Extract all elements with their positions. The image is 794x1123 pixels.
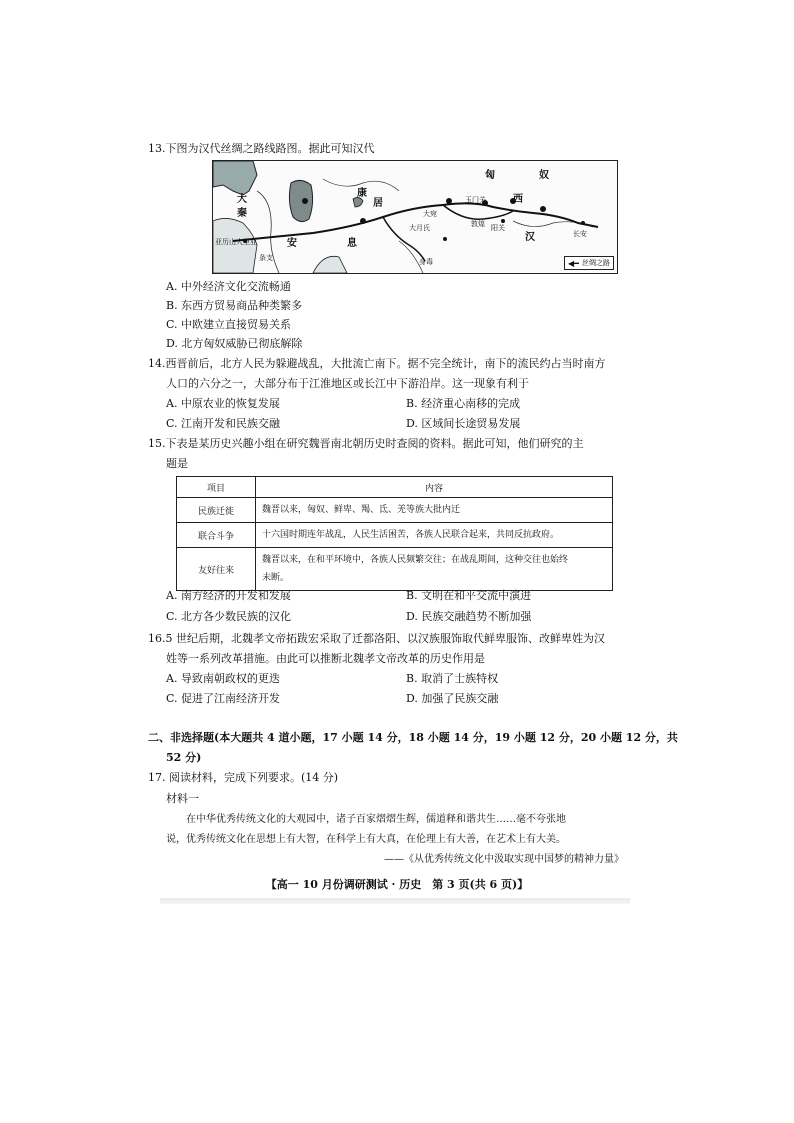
table-cell-value: 魏晋以来，匈奴、鲜卑、羯、氐、羌等族大批内迁 — [256, 498, 613, 523]
q14-option-c: C. 江南开发和民族交融 — [166, 417, 281, 430]
table-row — [177, 523, 613, 548]
q15-option-a: A. 南方经济的开发和发展 — [166, 589, 291, 602]
q15-option-c: C. 北方各少数民族的汉化 — [166, 610, 292, 623]
q14-stem-line2: 人口的六分之一，大部分布于江淮地区或长江中下游沿岸。这一现象有利于 — [166, 377, 529, 390]
map-label-shendu: 身毒 — [419, 258, 433, 266]
caspian-sea-shape — [289, 180, 312, 221]
gulf-shape — [313, 256, 347, 273]
map-label-kangju-2: 居 — [373, 198, 383, 209]
map-label-anxi-1: 安 — [287, 238, 297, 249]
map-label-xihan-1: 西 — [513, 194, 523, 205]
page-footer: 【高一 10 月份调研测试 · 历史 第 3 页(共 6 页)】 — [265, 878, 529, 891]
map-label-kangju-1: 康 — [357, 188, 367, 199]
q15-stem-line1: 15.下表是某历史兴趣小组在研究魏晋南北朝历史时查阅的资料。据此可知，他们研究的主 — [148, 437, 584, 450]
map-label-dayuezhi: 大月氏 — [409, 224, 430, 232]
q14-option-a: A. 中原农业的恢复发展 — [166, 397, 280, 410]
table-cell-key: 联合斗争 — [177, 523, 256, 548]
q15-table — [176, 476, 613, 591]
q17-source: ——《从优秀传统文化中汲取实现中国梦的精神力量》 — [384, 854, 624, 865]
map-label-alexandria: 亚历山大里亚 — [215, 238, 257, 246]
map-label-dayuan: 大宛 — [423, 210, 437, 218]
q13-option-b: B. 东西方贸易商品种类繁多 — [166, 299, 303, 312]
q16-stem-line1: 16.5 世纪后期，北魏孝文帝拓跋宏采取了迁都洛阳、以汉族服饰取代鲜卑服饰、改鲜卑姓为汉 — [148, 632, 605, 645]
q17-stem: 17. 阅读材料，完成下列要求。(14 分) — [148, 771, 339, 784]
map-label-dunhuang: 敦煌 — [471, 220, 485, 228]
map-label-daqin-2: 秦 — [237, 208, 247, 219]
table-header-content: 内容 — [256, 477, 613, 498]
table-cell-key: 友好往来 — [177, 548, 256, 591]
q17-material-title: 材料一 — [166, 792, 199, 805]
q16-option-a: A. 导致南朝政权的更迭 — [166, 672, 280, 685]
legend-arrow-icon: ◀━ — [568, 258, 579, 268]
q13-option-a: A. 中外经济文化交流畅通 — [166, 280, 291, 293]
table-header-row — [177, 477, 613, 498]
map-label-yangguan: 阳关 — [491, 224, 505, 232]
map-label-xiongnu-1: 匈 — [485, 170, 495, 181]
map-label-changan: 长安 — [573, 230, 587, 238]
map-label-yumenguan: 玉门关 — [465, 196, 486, 204]
sea-shape — [213, 161, 257, 195]
section2-heading-line1: 二、非选择题(本大题共 4 道小题，17 小题 14 分，18 小题 14 分，19 小题 12 分，20 小题 12 分，共 — [148, 731, 678, 744]
map-label-daqin-1: 大 — [237, 194, 247, 205]
map-label-xiongnu-2: 奴 — [539, 170, 549, 181]
map-label-xihan-2: 汉 — [525, 232, 535, 243]
table-cell-value — [256, 548, 613, 591]
q16-option-d: D. 加强了民族交融 — [406, 692, 499, 705]
table-cell-value-line2: 未断。 — [262, 573, 290, 583]
q14-stem-line1: 14.西晋前后，北方人民为躲避战乱，大批流亡南下。据不完全统计，南下的流民约占当时南方 — [148, 357, 606, 370]
scan-shadow — [160, 898, 630, 904]
q17-material-line1: 在中华优秀传统文化的大观园中，诸子百家熠熠生辉，儒道释和谐共生……毫不夸张地 — [186, 814, 566, 825]
q15-option-d: D. 民族交融趋势不断加强 — [406, 610, 532, 623]
silk-road-branch — [443, 205, 513, 219]
map-legend — [564, 256, 614, 270]
q15-option-b: B. 文明在和平交流中演进 — [406, 589, 532, 602]
map-graphic — [213, 161, 617, 273]
table-row — [177, 498, 613, 523]
map-label-tiaozhi: 条支 — [259, 254, 273, 262]
table-row — [177, 548, 613, 591]
table-cell-key: 民族迁徙 — [177, 498, 256, 523]
silk-road-map — [212, 160, 618, 274]
table-cell-value: 十六国时期连年战乱，人民生活困苦，各族人民联合起来，共同反抗政府。 — [256, 523, 613, 548]
q16-option-c: C. 促进了江南经济开发 — [166, 692, 281, 705]
map-label-anxi-2: 息 — [347, 238, 357, 249]
table-cell-value-line1: 魏晋以来，在和平环境中，各族人民频繁交往；在战乱期间，这种交往也始终 — [262, 555, 569, 565]
section2-heading-line2: 52 分) — [166, 751, 202, 764]
q14-option-d: D. 区域间长途贸易发展 — [406, 417, 521, 430]
q16-option-b: B. 取消了士族特权 — [406, 672, 499, 685]
legend-label: 丝绸之路 — [582, 259, 610, 267]
q14-option-b: B. 经济重心南移的完成 — [406, 397, 521, 410]
q13-stem: 13.下图为汉代丝绸之路线路图。据此可知汉代 — [148, 142, 375, 155]
q16-stem-line2: 姓等一系列改革措施。由此可以推断北魏孝文帝改革的历史作用是 — [166, 652, 485, 665]
q15-stem-line2: 题是 — [166, 457, 188, 470]
q13-option-c: C. 中欧建立直接贸易关系 — [166, 318, 292, 331]
q17-material-line2: 说，优秀传统文化在思想上有大智，在科学上有大真，在伦理上有大善，在艺术上有大美。 — [166, 834, 566, 845]
q13-option-d: D. 北方匈奴威胁已彻底解除 — [166, 337, 303, 350]
table-header-item: 项目 — [177, 477, 256, 498]
